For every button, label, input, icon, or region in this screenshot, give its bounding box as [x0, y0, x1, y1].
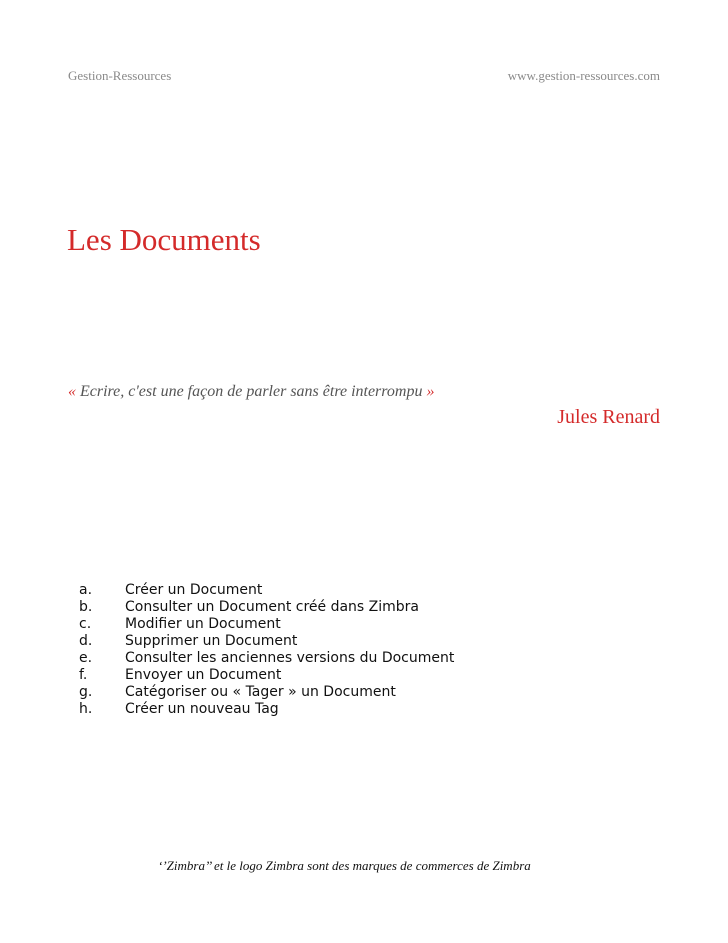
toc-item-marker: h. [79, 701, 93, 717]
toc-item-marker: g. [79, 684, 93, 700]
toc-item-marker: f. [79, 667, 88, 683]
toc-item-marker: a. [79, 582, 93, 598]
quote-author: Jules Renard [557, 406, 660, 428]
table-of-contents [79, 582, 454, 718]
quote-close-mark: » [426, 383, 435, 400]
quote-open-mark: « [68, 383, 76, 400]
toc-item-label: Envoyer un Document [125, 667, 282, 683]
toc-item-label: Consulter les anciennes versions du Document [125, 650, 455, 666]
toc-item-label: Modifier un Document [125, 616, 281, 632]
page-header-left: Gestion-Ressources [68, 68, 172, 83]
toc-item-marker: e. [79, 650, 93, 666]
toc-item [79, 633, 454, 650]
toc-item [79, 650, 454, 667]
toc-item [79, 616, 454, 633]
toc-item-label: Consulter un Document créé dans Zimbra [125, 599, 419, 615]
trademark-footer: ‘’Zimbra’’ et le logo Zimbra sont des marques de commerces de Zimbra [158, 858, 531, 873]
quote-text: Ecrire, c'est une façon de parler sans être interrompu [76, 383, 427, 400]
toc-item-label: Catégoriser ou « Tager » un Document [125, 684, 396, 700]
toc-item [79, 684, 454, 701]
toc-item [79, 701, 454, 718]
toc-item-label: Créer un nouveau Tag [125, 701, 279, 717]
toc-item [79, 667, 454, 684]
toc-item [79, 582, 454, 599]
page-header-url: www.gestion-ressources.com [507, 68, 660, 83]
toc-item-marker: d. [79, 633, 93, 649]
epigraph-quote [68, 383, 434, 401]
toc-item-label: Créer un Document [125, 582, 263, 598]
toc-item-marker: c. [79, 616, 92, 632]
page-title: Les Documents [67, 222, 261, 257]
toc-item [79, 599, 454, 616]
toc-item-marker: b. [79, 599, 93, 615]
toc-item-label: Supprimer un Document [125, 633, 298, 649]
